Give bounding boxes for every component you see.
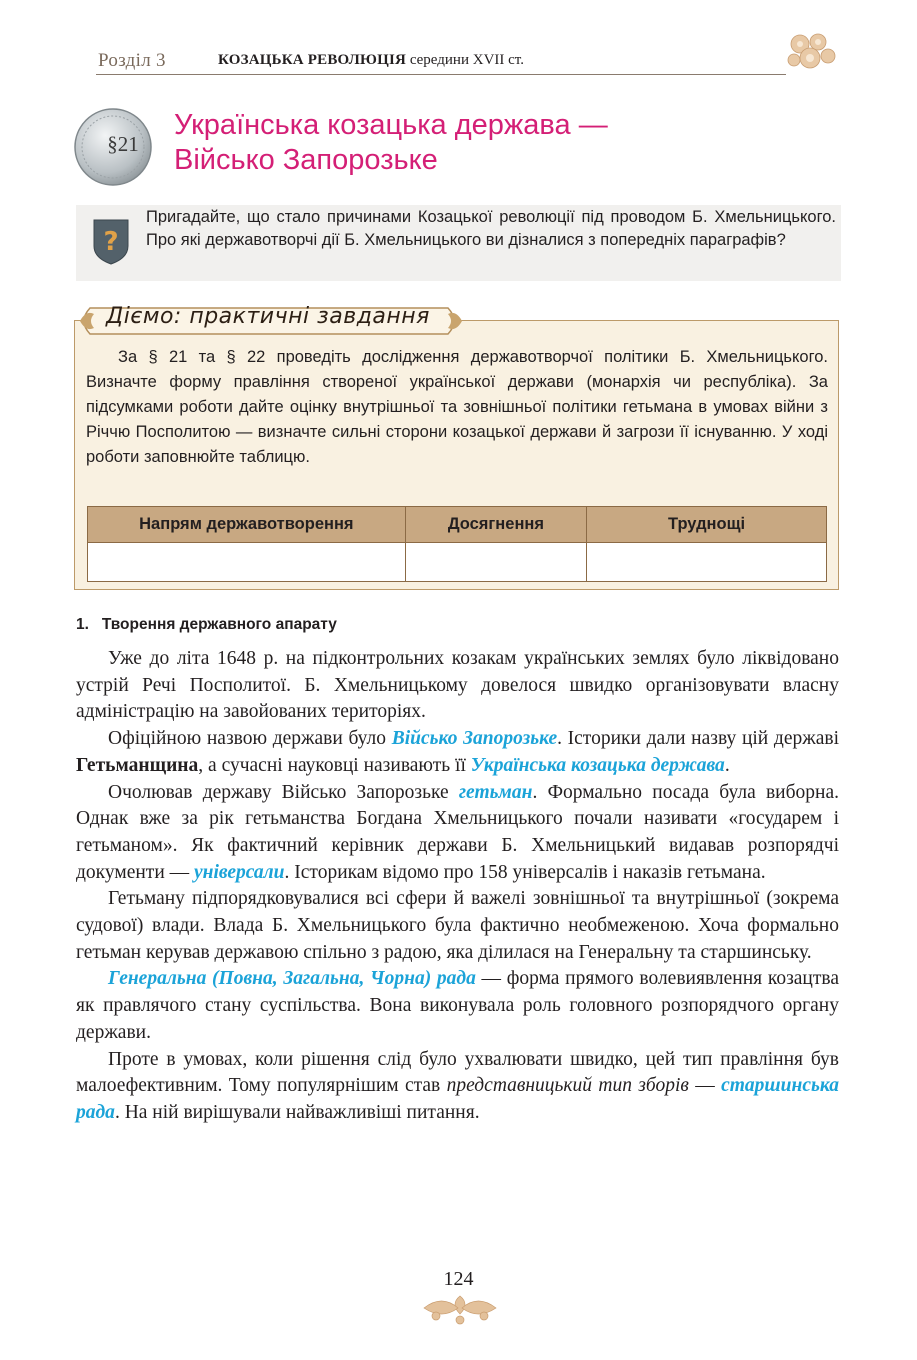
term-hetmanshchyna: Гетьманщина [76,754,199,776]
text-run: Очолював державу Військо Запорозьке [108,781,459,803]
section-title-bold: КОЗАЦЬКА РЕВОЛЮЦІЯ [218,52,407,68]
practical-tasks-heading: Діємо: практичні завдання [106,304,430,329]
paragraph-title-line1: Українська козацька держава — [174,109,608,141]
table-header-difficulties: Труднощі [587,507,827,543]
paragraph-3 [76,780,839,887]
page-number: 124 [443,1268,474,1290]
paragraph-title-line2: Військо Запорозьке [174,144,438,176]
table-header-direction: Напрям державотворення [88,507,406,543]
paragraph-1: Уже до літа 1648 р. на підконтрольних козакам українських землях було ліквідовано устрій Речі Посполитої. Б. Хмельницькому довелося швидко організовувати власну адміністрацію на завойованих територіях. [76,648,839,723]
term-ukrainian-cossack-state: Українська козацька держава [470,754,725,776]
text-run: . На ній вирішували найважливіші питання. [114,1101,480,1123]
floral-ornament-icon [780,26,842,78]
text-run: , а сучасні науковці називають її [198,754,471,776]
italic-representative-type: представницький тип зборів [446,1075,689,1097]
research-table [87,506,827,582]
text-run: . Історикам відомо про 158 універсалів і наказів гетьмана. [284,861,766,883]
body-text [76,646,839,1127]
paragraph-number: §21 [107,132,139,156]
term-general-rada: Генеральна (Повна, Загальна, Чорна) рада [108,968,476,990]
paragraph-title [174,108,608,178]
text-run: Офіційною назвою держави було [108,728,392,750]
section-title-rest: середини XVII ст. [406,52,524,68]
text-run: . Формально посада була виборна. Однак вже за рік гетьманства Богдана Хмельницького почали називати «государем і гетьманом». Як фактичний керівник держави Б. Хмельницький видавав розпорядчі документи — [76,781,839,883]
practical-tasks-body: За § 21 та § 22 проведіть дослідження державотворчої політики Б. Хмельницького. Визначте форму правління створеної української держави (монархія чи республіка). За підсумками роботи дайте оцінку внутрішньої та зовнішньої політики гетьмана в умовах війни з Річчю Посполитою — визначте сильні сторони козацької держави й загрози її існуванню. У ході роботи заповнюйте таблицю. [86,348,828,466]
text-run: — форма прямого волевиявлення козацтва як правлячого стану суспільства. Вона виконувала роль головного розпорядчого органу держави. [76,968,839,1043]
table-cell [405,543,586,582]
header-rule [96,74,786,75]
term-starshynska-rada: старшинська рада [76,1075,840,1123]
section-title [218,52,524,69]
paragraph-4: Гетьману підпорядковувалися всі сфери й важелі зовнішньої та внутрішньої (зокрема судової) влади. Влада Б. Хмельницького була фактично необмеженою. Хоча формально гетьман керував державою спільно з радою, яка ділилася на Генеральну та старшинську. [76,888,839,963]
question-shield-icon [90,216,132,266]
recall-text: Пригадайте, що стало причинами Козацької революції під проводом Б. Хмельницького. Про які державотворчі дії Б. Хмельницького ви дізналися з попередніх параграфів? [146,208,836,249]
section-label: Розділ 3 [98,50,166,71]
text-run: . [724,754,730,776]
term-viysko-zaporozke: Військо Запорозьке [391,728,558,750]
table-row [88,543,827,582]
term-hetman: гетьман [458,781,533,803]
svg-text:?: ? [103,227,119,257]
paragraph-6 [76,1047,839,1127]
table-header-achievements: Досягнення [405,507,586,543]
footer-ornament-icon [414,1290,506,1326]
text-run: — [688,1075,722,1097]
table-cell [587,543,827,582]
text-run: Проте в умовах, коли рішення слід було ухвалювати швидко, цей тип правління був малоефективним. Тому популярнішим став [76,1048,839,1097]
paragraph-5 [76,966,839,1046]
term-universaly: універсали [194,861,285,883]
practical-tasks-text [86,345,828,470]
section-heading: 1. Творення державного апарату [76,616,337,633]
text-run: . Історики дали назву цій державі [557,728,839,750]
table-cell [88,543,406,582]
paragraph-2 [76,726,839,779]
